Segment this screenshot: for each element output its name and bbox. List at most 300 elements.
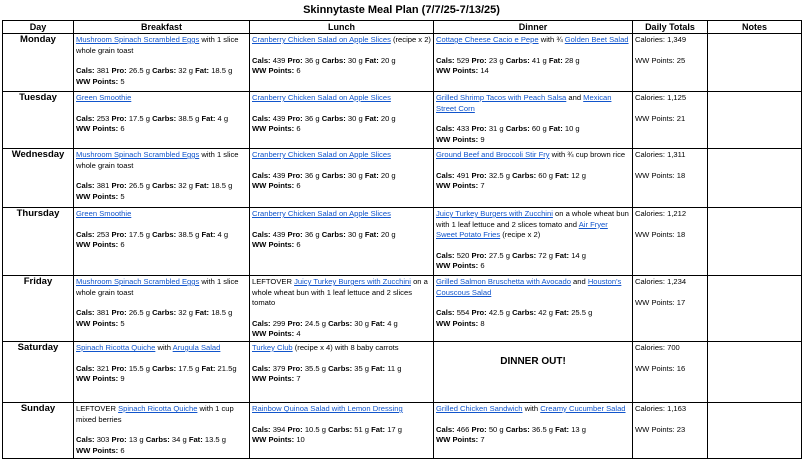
header-notes: Notes (708, 21, 802, 34)
nutrition-label-fat: Fat: (371, 318, 386, 328)
nutrition-label-pro: Pro: (111, 229, 127, 239)
nutrition-label-fat: Fat: (548, 124, 563, 134)
nutrition-label-pro: Pro: (287, 318, 303, 328)
nutrition-line (436, 171, 630, 182)
breakfast-cell (74, 208, 250, 276)
nutrition-line (76, 114, 247, 125)
recipe-link[interactable]: Mushroom Spinach Scrambled Eggs (76, 150, 200, 159)
total-calories-line (635, 35, 705, 46)
nutrition-label-fat: Fat: (195, 181, 210, 191)
recipe-link[interactable]: Cranberry Chicken Salad on Apple Slices (252, 150, 391, 159)
recipe-link[interactable]: Ground Beef and Broccoli Stir Fry (436, 150, 550, 159)
meal-text: with 1 slice whole grain toast (76, 35, 239, 55)
breakfast-cell (74, 149, 250, 208)
ww-points-line (252, 240, 431, 251)
ww-points-value: 6 (296, 124, 301, 134)
breakfast-cell (74, 341, 250, 402)
meal-text: on a whole wheat bun with 1 leaf lettuce and 2 slices tomato and (436, 209, 629, 229)
day-row-saturday (3, 341, 802, 402)
breakfast-description (76, 343, 247, 354)
total-calories-label: Calories: (635, 277, 665, 286)
recipe-link[interactable]: Cottage Cheese Cacio e Pepe (436, 35, 539, 44)
nutrition-value-cals: 520 (456, 250, 470, 260)
nutrition-line (76, 66, 247, 77)
daily-totals-cell (633, 149, 708, 208)
lunch-cell (250, 149, 434, 208)
nutrition-label-carbs: Carbs: (152, 181, 177, 191)
nutrition-value-cals: 381 (96, 66, 110, 76)
day-label: Monday (3, 34, 74, 92)
nutrition-line (252, 319, 431, 330)
header-dinner: Dinner (434, 21, 633, 34)
nutrition-value-fat: 20 g (380, 229, 396, 239)
nutrition-value-carbs: 60 g (538, 170, 554, 180)
ww-points-line (76, 77, 247, 88)
header-day: Day (3, 21, 74, 34)
nutrition-label-pro: Pro: (471, 124, 487, 134)
nutrition-value-pro: 31 g (488, 124, 504, 134)
nutrition-value-pro: 26.5 g (128, 181, 150, 191)
nutrition-value-fat: 18.5 g (211, 308, 233, 318)
nutrition-value-fat: 14 g (571, 250, 586, 260)
lunch-cell (250, 208, 434, 276)
day-row-thursday (3, 208, 802, 276)
nutrition-label-fat: Fat: (201, 229, 216, 239)
meal-text: with (522, 403, 541, 413)
total-ww-value: 25 (676, 55, 686, 65)
nutrition-value-fat: 13 g (571, 424, 586, 434)
meal-text: (recipe x 2) (500, 230, 541, 240)
nutrition-value-pro: 32.5 g (488, 170, 510, 180)
nutrition-label-cals: Cals: (436, 55, 455, 65)
total-calories-line (635, 343, 705, 354)
nutrition-value-fat: 28 g (564, 55, 580, 65)
ww-points-line (252, 181, 431, 192)
nutrition-label-cals: Cals: (76, 308, 95, 318)
nutrition-label-pro: Pro: (471, 250, 487, 260)
ww-points-label: WW Points: (252, 181, 295, 191)
nutrition-value-cals: 439 (272, 55, 286, 65)
notes-cell[interactable] (708, 149, 802, 208)
ww-points-value: 6 (120, 124, 125, 134)
ww-points-line (252, 66, 431, 77)
nutrition-label-cals: Cals: (252, 170, 271, 180)
nutrition-label-cals: Cals: (76, 435, 95, 445)
ww-points-value: 6 (120, 445, 125, 455)
nutrition-label-cals: Cals: (76, 363, 95, 373)
ww-points-label: WW Points: (252, 124, 295, 134)
total-ww-label: WW Points: (635, 424, 675, 434)
recipe-link[interactable]: Golden Beet Salad (564, 35, 629, 44)
nutrition-label-pro: Pro: (111, 363, 127, 373)
nutrition-value-carbs: 32 g (178, 308, 194, 318)
nutrition-label-cals: Cals: (76, 66, 95, 76)
total-calories-value: 1,349 (667, 35, 687, 44)
total-calories-value: 1,125 (667, 93, 687, 102)
total-ww-line (635, 298, 705, 309)
nutrition-label-carbs: Carbs: (152, 363, 177, 373)
nutrition-value-carbs: 41 g (531, 55, 547, 65)
total-ww-label: WW Points: (635, 113, 675, 123)
day-label: Wednesday (3, 149, 74, 208)
dinner-cell (434, 341, 633, 402)
nutrition-label-pro: Pro: (471, 424, 487, 434)
nutrition-label-pro: Pro: (111, 308, 127, 318)
ww-points-label: WW Points: (76, 240, 119, 250)
breakfast-description (76, 277, 247, 298)
nutrition-label-fat: Fat: (555, 170, 570, 180)
nutrition-label-fat: Fat: (364, 55, 379, 65)
nutrition-line (436, 251, 630, 262)
nutrition-value-fat: 4 g (217, 229, 229, 239)
ww-points-label: WW Points: (436, 435, 479, 445)
nutrition-value-pro: 36 g (304, 170, 320, 180)
ww-points-value: 5 (120, 191, 125, 201)
header-row (3, 21, 802, 34)
dinner-cell (434, 92, 633, 149)
nutrition-value-fat: 20 g (380, 113, 396, 123)
breakfast-description (76, 150, 247, 171)
ww-points-line (436, 435, 630, 446)
total-ww-value: 17 (676, 297, 686, 307)
nutrition-label-pro: Pro: (111, 66, 127, 76)
day-row-wednesday (3, 149, 802, 208)
total-ww-line (635, 364, 705, 375)
nutrition-label-fat: Fat: (364, 170, 379, 180)
nutrition-label-pro: Pro: (471, 170, 487, 180)
header-lunch: Lunch (250, 21, 434, 34)
total-calories-line (635, 150, 705, 161)
nutrition-label-fat: Fat: (201, 113, 216, 123)
notes-cell[interactable] (708, 276, 802, 342)
nutrition-label-fat: Fat: (371, 363, 386, 373)
ww-points-label: WW Points: (76, 374, 119, 384)
total-calories-label: Calories: (635, 35, 665, 44)
ww-points-label: WW Points: (252, 66, 295, 76)
nutrition-value-carbs: 51 g (354, 424, 370, 434)
recipe-link[interactable]: Creamy Cucumber Salad (540, 403, 626, 413)
recipe-link[interactable]: Grilled Salmon Bruschetta with Avocado (436, 277, 571, 286)
nutrition-label-fat: Fat: (201, 363, 216, 373)
ww-points-label: WW Points: (76, 76, 119, 86)
lunch-description (252, 277, 431, 309)
day-label: Tuesday (3, 92, 74, 149)
nutrition-line (76, 364, 247, 375)
recipe-link[interactable]: Air Fryer Sweet Potato Fries (436, 219, 608, 240)
recipe-link[interactable]: Arugula Salad (172, 342, 221, 352)
breakfast-cell (74, 92, 250, 149)
total-ww-line (635, 114, 705, 125)
total-ww-value: 18 (676, 229, 686, 239)
total-calories-line (635, 404, 705, 415)
ww-points-label: WW Points: (436, 261, 479, 271)
notes-cell[interactable] (708, 341, 802, 402)
day-label: Thursday (3, 208, 74, 276)
nutrition-value-pro: 17.5 g (128, 113, 150, 123)
nutrition-label-cals: Cals: (436, 424, 455, 434)
ww-points-line (252, 329, 431, 340)
nutrition-value-cals: 381 (96, 181, 110, 191)
ww-points-value: 6 (296, 240, 301, 250)
lunch-cell (250, 276, 434, 342)
nutrition-value-pro: 50 g (488, 424, 504, 434)
nutrition-label-carbs: Carbs: (152, 229, 177, 239)
lunch-description (252, 35, 431, 46)
nutrition-value-pro: 42.5 g (488, 308, 510, 318)
nutrition-value-cals: 439 (272, 229, 286, 239)
breakfast-cell (74, 402, 250, 458)
nutrition-value-cals: 321 (96, 363, 110, 373)
nutrition-line (252, 364, 431, 375)
nutrition-value-fat: 4 g (217, 113, 229, 123)
recipe-link[interactable]: Mushroom Spinach Scrambled Eggs (76, 277, 200, 286)
total-ww-label: WW Points: (635, 55, 675, 65)
day-row-friday (3, 276, 802, 342)
nutrition-label-pro: Pro: (471, 308, 487, 318)
recipe-link[interactable]: Rainbow Quinoa Salad with Lemon Dressing (252, 403, 403, 413)
dinner-cell (434, 276, 633, 342)
ww-points-label: WW Points: (76, 124, 119, 134)
meal-text: with (155, 342, 173, 352)
nutrition-value-pro: 23 g (488, 55, 504, 65)
recipe-link[interactable]: Cranberry Chicken Salad on Apple Slices (252, 209, 391, 218)
daily-totals-cell (633, 402, 708, 458)
day-row-tuesday (3, 92, 802, 149)
dinner-description (436, 93, 630, 114)
nutrition-value-cals: 439 (272, 170, 286, 180)
nutrition-line (436, 308, 630, 319)
nutrition-value-carbs: 30 g (347, 229, 363, 239)
nutrition-label-pro: Pro: (287, 229, 303, 239)
dinner-description (436, 150, 630, 161)
total-calories-value: 1,212 (667, 209, 687, 218)
nutrition-line (76, 308, 247, 319)
dinner-description (436, 35, 630, 46)
nutrition-label-carbs: Carbs: (512, 250, 537, 260)
total-ww-value: 16 (676, 363, 686, 373)
nutrition-label-carbs: Carbs: (321, 170, 346, 180)
ww-points-value: 7 (296, 374, 301, 384)
ww-points-value: 7 (480, 435, 485, 445)
ww-points-line (76, 240, 247, 251)
nutrition-label-fat: Fat: (195, 66, 210, 76)
ww-points-line (76, 374, 247, 385)
total-ww-label: WW Points: (635, 297, 675, 307)
recipe-link[interactable]: Mexican Street Corn (436, 93, 612, 113)
total-calories-line (635, 209, 705, 220)
total-calories-label: Calories: (635, 342, 665, 352)
nutrition-line (252, 425, 431, 436)
dinner-description (436, 209, 630, 241)
dinner-cell (434, 402, 633, 458)
nutrition-label-carbs: Carbs: (505, 424, 530, 434)
nutrition-value-fat: 12 g (571, 170, 586, 180)
day-label: Saturday (3, 341, 74, 402)
nutrition-label-fat: Fat: (548, 55, 563, 65)
ww-points-value: 6 (296, 181, 301, 191)
meal-text: LEFTOVER (76, 403, 119, 413)
ww-points-value: 10 (296, 435, 305, 445)
nutrition-label-carbs: Carbs: (145, 435, 170, 445)
total-calories-label: Calories: (635, 403, 665, 413)
breakfast-description (76, 404, 247, 425)
nutrition-value-cals: 303 (96, 435, 110, 445)
notes-cell[interactable] (708, 92, 802, 149)
ww-points-label: WW Points: (76, 445, 119, 455)
nutrition-label-cals: Cals: (252, 113, 271, 123)
breakfast-description (76, 93, 247, 104)
meal-text: with 1 slice whole grain toast (76, 277, 239, 297)
recipe-link[interactable]: Green Smoothie (76, 209, 132, 218)
day-label: Sunday (3, 402, 74, 458)
ww-points-line (252, 124, 431, 135)
total-calories-value: 1,311 (667, 150, 686, 159)
meal-text: LEFTOVER (252, 277, 295, 286)
nutrition-value-fat: 17 g (387, 424, 402, 434)
nutrition-value-carbs: 60 g (531, 124, 547, 134)
nutrition-value-fat: 20 g (380, 170, 396, 180)
recipe-link[interactable]: Houston's Couscous Salad (436, 277, 622, 297)
dinner-description (436, 404, 630, 415)
meal-text: with 1 slice whole grain toast (76, 150, 239, 170)
nutrition-label-carbs: Carbs: (321, 55, 346, 65)
nutrition-value-carbs: 38.5 g (178, 113, 200, 123)
nutrition-value-fat: 4 g (387, 318, 398, 328)
ww-points-value: 6 (296, 66, 301, 76)
nutrition-label-carbs: Carbs: (328, 424, 353, 434)
day-label: Friday (3, 276, 74, 342)
ww-points-line (76, 446, 247, 457)
nutrition-value-cals: 379 (272, 363, 286, 373)
meal-text: and (566, 93, 584, 102)
ww-points-line (436, 135, 630, 146)
notes-cell[interactable] (708, 208, 802, 276)
nutrition-label-fat: Fat: (555, 308, 570, 318)
recipe-link[interactable]: Spinach Ricotta Quiche (118, 403, 198, 413)
nutrition-label-fat: Fat: (364, 113, 379, 123)
ww-points-value: 8 (480, 318, 485, 328)
ww-points-line (76, 319, 247, 330)
total-calories-value: 700 (667, 342, 680, 352)
nutrition-value-carbs: 42 g (538, 308, 554, 318)
nutrition-label-carbs: Carbs: (321, 229, 346, 239)
recipe-link[interactable]: Green Smoothie (76, 93, 132, 102)
nutrition-label-cals: Cals: (76, 113, 95, 123)
lunch-cell (250, 34, 434, 92)
nutrition-label-carbs: Carbs: (152, 308, 177, 318)
total-ww-line (635, 425, 705, 436)
ww-points-value: 6 (480, 261, 485, 271)
nutrition-value-pro: 26.5 g (128, 66, 150, 76)
recipe-link[interactable]: Juicy Turkey Burgers with Zucchini (436, 209, 553, 218)
nutrition-value-pro: 36 g (304, 113, 320, 123)
total-ww-line (635, 56, 705, 67)
total-calories-line (635, 277, 705, 288)
total-ww-value: 18 (676, 170, 686, 180)
ww-points-label: WW Points: (252, 435, 295, 445)
nutrition-value-carbs: 35 g (354, 363, 370, 373)
nutrition-label-cals: Cals: (252, 424, 271, 434)
nutrition-label-carbs: Carbs: (328, 363, 353, 373)
nutrition-value-fat: 13.5 g (204, 435, 226, 445)
total-ww-value: 23 (676, 424, 686, 434)
ww-points-label: WW Points: (436, 318, 479, 328)
notes-cell[interactable] (708, 34, 802, 92)
nutrition-label-fat: Fat: (188, 435, 203, 445)
ww-points-label: WW Points: (252, 240, 295, 250)
recipe-link[interactable]: Mushroom Spinach Scrambled Eggs (76, 35, 200, 44)
day-row-sunday (3, 402, 802, 458)
breakfast-cell (74, 34, 250, 92)
recipe-link[interactable]: Juicy Turkey Burgers with Zucchini (294, 277, 411, 286)
nutrition-label-cals: Cals: (436, 170, 455, 180)
meal-text: (recipe x 2) (390, 35, 431, 44)
ww-points-value: 14 (480, 66, 489, 76)
nutrition-label-pro: Pro: (471, 55, 487, 65)
recipe-link[interactable]: Cranberry Chicken Salad on Apple Slices (252, 35, 391, 44)
nutrition-value-carbs: 17.5 g (178, 363, 200, 373)
lunch-description (252, 343, 431, 354)
meal-plan-table (2, 20, 802, 459)
ww-points-value: 7 (480, 181, 485, 191)
ww-points-value: 6 (120, 240, 125, 250)
nutrition-value-carbs: 32 g (178, 66, 194, 76)
daily-totals-cell (633, 276, 708, 342)
recipe-link[interactable]: Cranberry Chicken Salad on Apple Slices (252, 93, 391, 102)
lunch-description (252, 150, 431, 161)
nutrition-value-cals: 554 (456, 308, 470, 318)
nutrition-label-carbs: Carbs: (321, 113, 346, 123)
nutrition-label-cals: Cals: (252, 363, 271, 373)
total-calories-label: Calories: (635, 150, 665, 159)
meal-text: and (570, 277, 588, 286)
total-ww-label: WW Points: (635, 363, 675, 373)
nutrition-label-fat: Fat: (364, 229, 379, 239)
ww-points-label: WW Points: (76, 318, 119, 328)
day-row-monday (3, 34, 802, 92)
ww-points-line (436, 66, 630, 77)
nutrition-value-carbs: 30 g (347, 170, 363, 180)
nutrition-label-carbs: Carbs: (152, 113, 177, 123)
recipe-link[interactable]: Grilled Shrimp Tacos with Peach Salsa (436, 93, 567, 102)
ww-points-line (76, 124, 247, 135)
lunch-cell (250, 92, 434, 149)
ww-points-value: 9 (480, 134, 485, 144)
notes-cell[interactable] (708, 402, 802, 458)
meal-plan-body (3, 34, 802, 459)
nutrition-line (252, 56, 431, 67)
nutrition-label-fat: Fat: (195, 308, 210, 318)
ww-points-value: 5 (120, 76, 125, 86)
nutrition-value-carbs: 38.5 g (178, 229, 200, 239)
header-daily-totals: Daily Totals (633, 21, 708, 34)
ww-points-line (436, 261, 630, 272)
dinner-cell (434, 208, 633, 276)
nutrition-line (252, 114, 431, 125)
ww-points-line (436, 319, 630, 330)
recipe-link[interactable]: Turkey Club (252, 342, 293, 352)
recipe-link[interactable]: Spinach Ricotta Quiche (76, 342, 156, 352)
daily-totals-cell (633, 341, 708, 402)
nutrition-label-pro: Pro: (287, 363, 303, 373)
ww-points-line (252, 435, 431, 446)
nutrition-value-carbs: 32 g (178, 181, 194, 191)
lunch-description (252, 93, 431, 104)
recipe-link[interactable]: Grilled Chicken Sandwich (436, 403, 523, 413)
nutrition-value-pro: 36 g (304, 55, 320, 65)
nutrition-label-carbs: Carbs: (512, 308, 537, 318)
ww-points-label: WW Points: (436, 134, 479, 144)
